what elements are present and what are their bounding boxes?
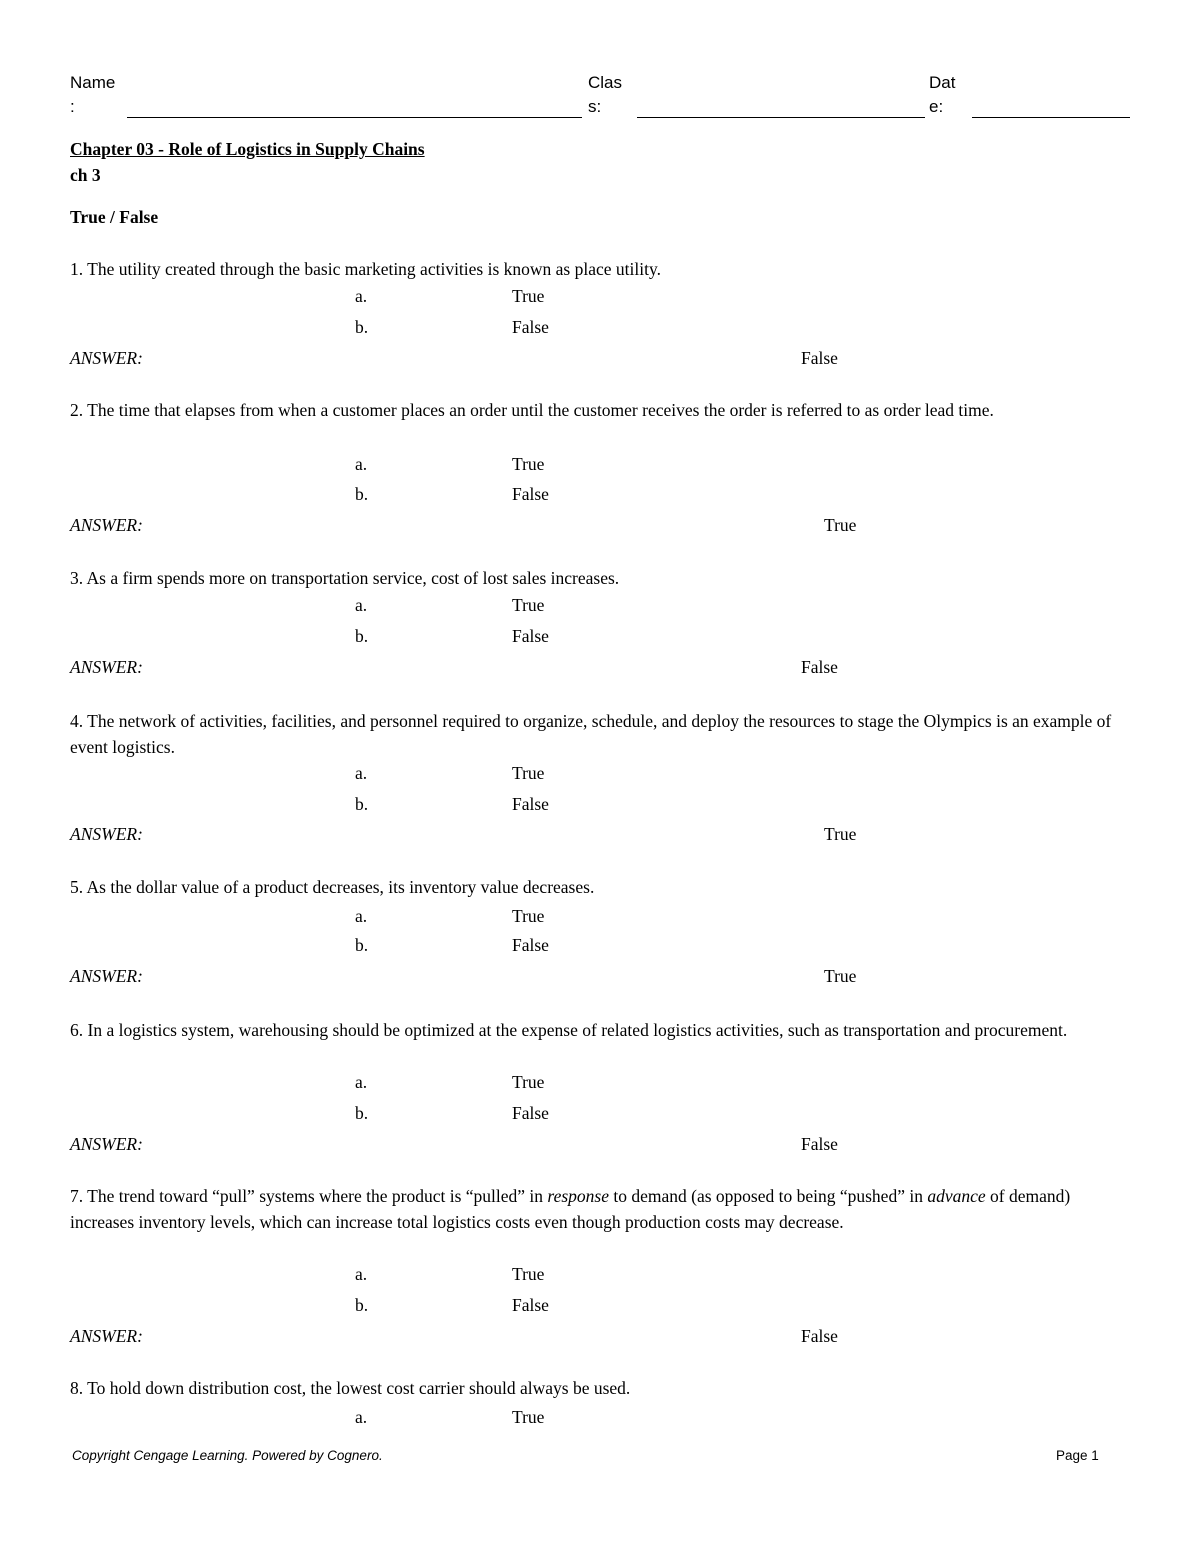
question-5-option-a-text: True <box>512 906 545 926</box>
question-1-option-a-label: a. <box>355 286 368 306</box>
class-label-colon: s: <box>588 97 602 116</box>
question-3-answer-label: ANSWER: <box>70 657 143 677</box>
question-4-option-b-text: False <box>512 794 549 814</box>
question-1-option-a-text: True <box>512 286 545 306</box>
question-5-answer-label: ANSWER: <box>70 966 143 986</box>
class-label: Clas <box>588 73 623 92</box>
page-subtitle: ch 3 <box>70 165 101 185</box>
question-3-option-a-text: True <box>512 595 545 615</box>
question-1-option-b-text: False <box>512 317 549 337</box>
section-heading: True / False <box>70 207 159 227</box>
question-7-option-b-text: False <box>512 1295 549 1315</box>
question-6-option-a-text: True <box>512 1072 545 1092</box>
question-6-option-b-label: b. <box>355 1103 369 1123</box>
question-7-emphasis-response: response <box>547 1186 609 1206</box>
question-2-text: 2. The time that elapses from when a customer places an order until the customer receives the order is referred to as order lead time. <box>70 400 994 420</box>
question-3-answer: False <box>801 657 838 677</box>
question-3-option-b-label: b. <box>355 626 369 646</box>
date-label-colon: e: <box>929 97 944 116</box>
question-4-answer: True <box>824 824 857 844</box>
question-4-option-b-label: b. <box>355 794 369 814</box>
date-label: Dat <box>929 73 956 92</box>
question-8-text: 8. To hold down distribution cost, the lowest cost carrier should always be used. <box>70 1378 631 1398</box>
name-label-colon: : <box>70 97 75 116</box>
question-2-answer: True <box>824 515 857 535</box>
question-1-option-b-label: b. <box>355 317 369 337</box>
question-8-option-a-label: a. <box>355 1407 368 1427</box>
question-6-answer-label: ANSWER: <box>70 1134 143 1154</box>
question-4-answer-label: ANSWER: <box>70 824 143 844</box>
name-label: Name <box>70 73 116 92</box>
question-5-answer: True <box>824 966 857 986</box>
question-3-option-a-label: a. <box>355 595 368 615</box>
question-1-text: 1. The utility created through the basic marketing activities is known as place utility. <box>70 259 661 279</box>
footer-page-number: Page 1 <box>1056 1448 1099 1463</box>
class-underline[interactable] <box>637 117 925 118</box>
question-7-option-a-label: a. <box>355 1264 368 1284</box>
question-7-option-a-text: True <box>512 1264 545 1284</box>
question-3-text: 3. As a firm spends more on transportation service, cost of lost sales increases. <box>70 568 620 588</box>
question-3-option-b-text: False <box>512 626 549 646</box>
question-7-text-part-2: to demand (as opposed to being “pushed” in <box>608 1186 928 1206</box>
question-7-answer-label: ANSWER: <box>70 1326 143 1346</box>
question-5-option-a-label: a. <box>355 906 368 926</box>
question-7-answer: False <box>801 1326 838 1346</box>
question-1-answer: False <box>801 348 838 368</box>
question-5-option-b-label: b. <box>355 935 369 955</box>
footer-copyright: Copyright Cengage Learning. Powered by Cognero. <box>72 1448 383 1463</box>
name-underline[interactable] <box>127 117 582 118</box>
question-7-emphasis-advance: advance <box>927 1186 986 1206</box>
question-7-text-part-1: 7. The trend toward “pull” systems where the product is “pulled” in <box>70 1186 548 1206</box>
question-4-option-a-label: a. <box>355 763 368 783</box>
question-5-option-b-text: False <box>512 935 549 955</box>
date-underline[interactable] <box>972 117 1130 118</box>
page-title: Chapter 03 - Role of Logistics in Supply Chains <box>70 139 425 159</box>
question-1-answer-label: ANSWER: <box>70 348 143 368</box>
question-7-text <box>70 1183 1130 1235</box>
question-2-answer-label: ANSWER: <box>70 515 143 535</box>
question-2-option-b-text: False <box>512 484 549 504</box>
question-6-answer: False <box>801 1134 838 1154</box>
question-8-option-a-text: True <box>512 1407 545 1427</box>
question-7-text-part-3: of demand) increases inventory levels, which can increase total logistics costs even though production costs may decrease. <box>70 1186 1071 1232</box>
question-6-option-b-text: False <box>512 1103 549 1123</box>
question-7-option-b-label: b. <box>355 1295 369 1315</box>
question-4-text: 4. The network of activities, facilities, and personnel required to organize, schedule, and deploy the resources to stage the Olympics is an example of event logistics. <box>70 711 1112 757</box>
question-5-text: 5. As the dollar value of a product decreases, its inventory value decreases. <box>70 877 595 897</box>
question-2-option-a-label: a. <box>355 454 368 474</box>
question-6-text: 6. In a logistics system, warehousing should be optimized at the expense of related logistics activities, such as transportation and procurement. <box>70 1020 1068 1040</box>
question-4-option-a-text: True <box>512 763 545 783</box>
question-2-option-a-text: True <box>512 454 545 474</box>
question-2-option-b-label: b. <box>355 484 369 504</box>
question-6-option-a-label: a. <box>355 1072 368 1092</box>
